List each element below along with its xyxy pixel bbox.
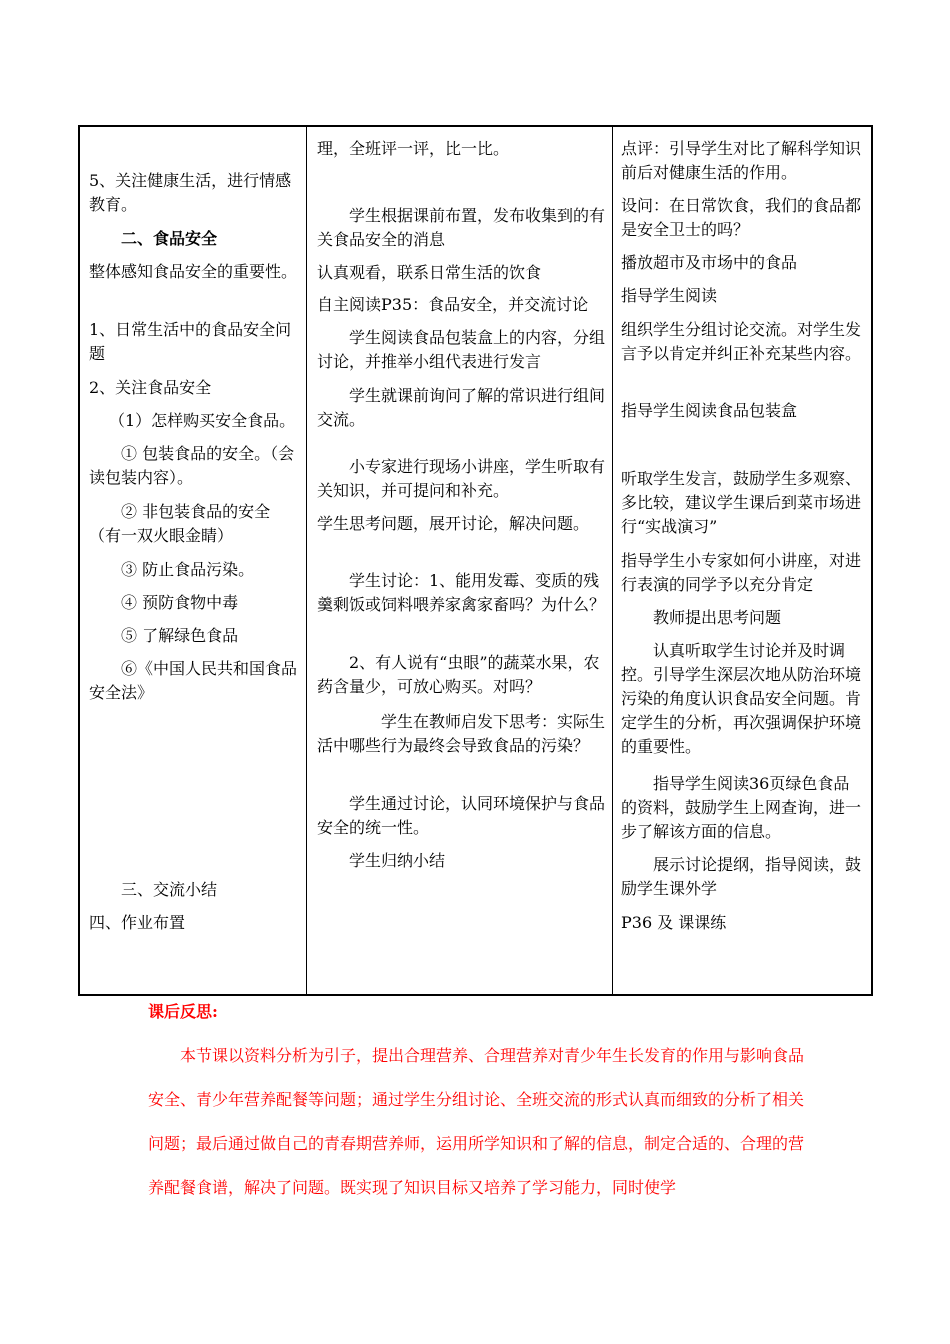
- cell-text: 小专家进行现场小讲座，学生听取有关知识，并可提问和补充。: [317, 457, 606, 500]
- cell-text: 2、有人说有“虫眼”的蔬菜水果，农药含量少，可放心购买。对吗？: [317, 653, 600, 696]
- cell-text: 设问：在日常饮食，我们的食品都是安全卫士的吗？: [621, 196, 862, 239]
- cell-text: 5、关注健康生活，进行情感教育。: [89, 171, 292, 214]
- cell-text: 学生通过讨论，认同环境保护与食品安全的统一性。: [317, 794, 606, 837]
- cell-text: 理，全班评一评，比一比。: [317, 139, 510, 158]
- cell-text: 指导学生阅读36页绿色食品的资料，鼓励学生上网查询，进一步了解该方面的信息。: [621, 774, 862, 841]
- cell-text: 整体感知食品安全的重要性。: [89, 262, 298, 281]
- cell-text: ⑤ 了解绿色食品: [121, 626, 239, 645]
- cell-text: ④ 预防食物中毒: [121, 593, 239, 612]
- cell-text: 指导学生小专家如何小讲座，对进行表演的同学予以充分肯定: [621, 551, 862, 594]
- reflection-heading: 课后反思:: [148, 1002, 218, 1021]
- cell-text: 学生归纳小结: [349, 851, 446, 870]
- cell-text: 认真听取学生讨论并及时调控。引导学生深层次地从防治环境污染的角度认识食品安全问题。肯定学生的分析，再次强调保护环境的重要性。: [621, 641, 862, 756]
- cell-text: ⑥《中国人民共和国食品安全法》: [89, 659, 298, 702]
- cell-text: 自主阅读P35：食品安全，并交流讨论: [317, 295, 589, 314]
- cell-text: 学生在教师启发下思考：实际生活中哪些行为最终会导致食品的污染？: [317, 712, 606, 755]
- cell-text: 2、关注食品安全: [89, 378, 212, 397]
- lesson-table: [78, 125, 873, 996]
- cell-text: 播放超市及市场中的食品: [621, 253, 798, 272]
- cell-text: （1）怎样购买安全食品。: [109, 411, 296, 430]
- cell-text: 展示讨论提纲，指导阅读，鼓励学生课外学: [621, 855, 862, 898]
- cell-text: P36 及 课课练: [621, 913, 727, 932]
- cell-text: 学生思考问题，展开讨论，解决问题。: [317, 514, 590, 533]
- cell-text: 学生阅读食品包装盒上的内容，分组讨论，并推举小组代表进行发言: [317, 328, 606, 371]
- cell-text: 指导学生阅读食品包装盒: [621, 401, 798, 420]
- section-heading: 三、交流小结: [121, 880, 218, 899]
- cell-text: 学生讨论：1、能用发霉、变质的残羹剩饭或饲料喂养家禽家畜吗？为什么？: [317, 571, 606, 614]
- cell-text: 学生根据课前布置，发布收集到的有关食品安全的消息: [317, 206, 606, 249]
- cell-text: 组织学生分组讨论交流。对学生发言予以肯定并纠正补充某些内容。: [621, 320, 862, 363]
- section-heading: 四、作业布置: [89, 913, 186, 932]
- cell-text: ② 非包装食品的安全（有一双火眼金睛）: [89, 502, 271, 545]
- cell-text: 学生就课前询问了解的常识进行组间交流。: [317, 386, 606, 429]
- column-divider: [306, 127, 307, 994]
- cell-text: 1、日常生活中的食品安全问题: [89, 320, 292, 363]
- column-divider: [612, 127, 613, 994]
- reflection-body: 本节课以资料分析为引子，提出合理营养、合理营养对青少年生长发育的作用与影响食品安全、青少年营养配餐等问题；通过学生分组讨论、全班交流的形式认真而细致的分析了相关问题；最后通过做自己的青春期营养师，运用所学知识和了解的信息，制定合适的、合理的营养配餐食谱，解决了问题。既实现了知识目标又培养了学习能力，同时使学: [148, 1046, 805, 1197]
- section-heading: 二、食品安全: [121, 229, 218, 248]
- cell-text: ③ 防止食品污染。: [121, 560, 255, 579]
- cell-text: 教师提出思考问题: [653, 608, 782, 627]
- cell-text: ① 包装食品的安全。（会读包装内容）。: [89, 444, 295, 487]
- cell-text: 听取学生发言，鼓励学生多观察、多比较，建议学生课后到菜市场进行“实战演习”: [621, 469, 862, 536]
- cell-text: 点评：引导学生对比了解科学知识前后对健康生活的作用。: [621, 139, 862, 182]
- cell-text: 认真观看，联系日常生活的饮食: [317, 263, 542, 282]
- cell-text: 指导学生阅读: [621, 286, 718, 305]
